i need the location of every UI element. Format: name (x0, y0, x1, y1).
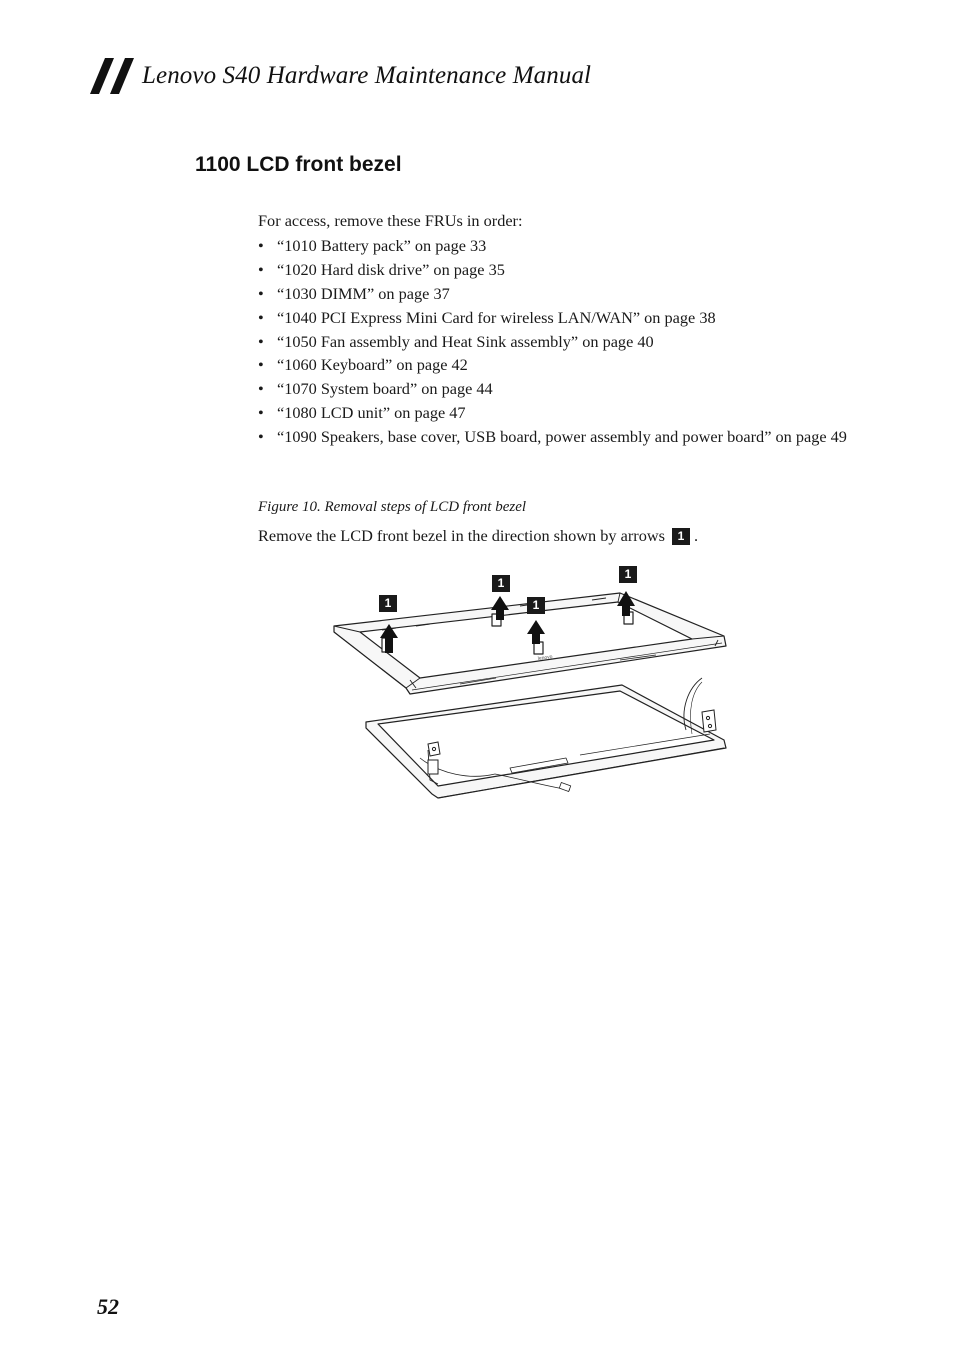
bullet: • (258, 355, 264, 375)
hinge-icon (702, 710, 716, 732)
callout-1-badge: 1 (619, 566, 637, 583)
list-item (258, 331, 858, 352)
figure-caption: Figure 10. Removal steps of LCD front bezel (258, 499, 527, 515)
lcd-bezel-removal-figure (320, 560, 740, 810)
list-item (258, 259, 858, 280)
section-title: 1100 LCD front bezel (195, 153, 402, 176)
bullet: • (258, 427, 264, 447)
bullet: • (258, 331, 264, 351)
list-item (258, 235, 858, 256)
bullet: • (258, 259, 264, 279)
fru-link-text[interactable]: “1060 Keyboard” on page 42 (277, 355, 468, 375)
lcd-panel-assembly (366, 678, 726, 798)
callout-1-badge: 1 (527, 597, 545, 614)
callout-1-badge: 1 (492, 575, 510, 592)
page-header (90, 56, 591, 96)
fru-link-text[interactable]: “1090 Speakers, base cover, USB board, power assembly and power board” on page 49 (277, 427, 847, 447)
bezel-logo-text: lenovo (537, 653, 553, 662)
bullet: • (258, 283, 264, 303)
list-item (258, 283, 858, 304)
manual-title: Lenovo S40 Hardware Maintenance Manual (142, 62, 592, 89)
fru-link-text[interactable]: “1070 System board” on page 44 (277, 379, 493, 399)
page-number: 52 (97, 1294, 119, 1319)
fru-link-text[interactable]: “1080 LCD unit” on page 47 (277, 403, 466, 423)
fru-link-text[interactable]: “1050 Fan assembly and Heat Sink assembly” on page 40 (277, 331, 654, 351)
header-slash-icon (90, 56, 134, 96)
fru-link-text[interactable]: “1040 PCI Express Mini Card for wireless LAN/WAN” on page 38 (277, 307, 716, 327)
list-item (258, 307, 858, 328)
fru-link-text[interactable]: “1010 Battery pack” on page 33 (277, 236, 487, 255)
list-item (258, 378, 858, 399)
list-item (258, 402, 858, 423)
intro-text: For access, remove these FRUs in order: (258, 211, 523, 230)
fru-link-text[interactable]: “1030 DIMM” on page 37 (277, 283, 450, 303)
instruction-text (258, 526, 698, 546)
instruction-period: . (693, 526, 699, 545)
bullet: • (258, 403, 264, 423)
fru-list (258, 235, 858, 450)
bullet: • (258, 307, 264, 327)
bullet: • (258, 236, 264, 255)
instruction-sentence: Remove the LCD front bezel in the direction shown by arrows (258, 526, 665, 545)
list-item (258, 354, 858, 375)
bullet: • (258, 379, 264, 399)
step-1-badge: 1 (672, 528, 690, 545)
list-item (258, 426, 858, 447)
callout-1-badge: 1 (379, 595, 397, 612)
fru-link-text[interactable]: “1020 Hard disk drive” on page 35 (277, 259, 505, 279)
